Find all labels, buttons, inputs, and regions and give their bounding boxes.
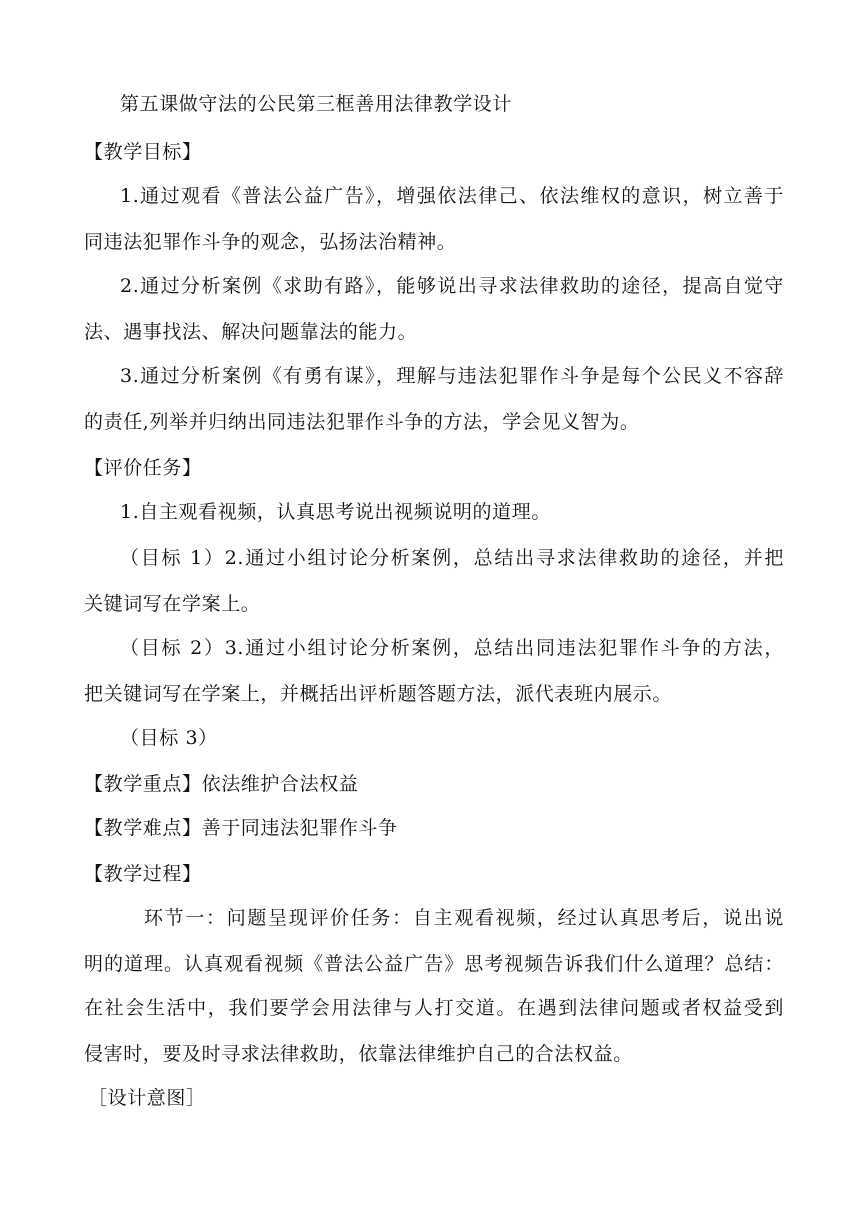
objective-2-line-2: 法、遇事找法、解决问题靠法的能力。: [84, 321, 418, 343]
task-2-line-1: （目标 1）2.通过小组讨论分析案例，总结出寻求法律救助的途径，并把: [120, 547, 784, 569]
process-line-4: 侵害时，要及时寻求法律救助，依靠法律维护自己的合法权益。: [84, 1043, 633, 1065]
tasks-heading: 【评价任务】: [84, 457, 202, 479]
task-3-line-2: 把关键词写在学案上，并概括出评析题答题方法，派代表班内展示。: [84, 683, 673, 705]
design-intent: ［设计意图］: [88, 1087, 206, 1109]
difficult-point: 【教学难点】善于同违法犯罪作斗争: [84, 817, 398, 839]
objective-3-line-1: 3.通过分析案例《有勇有谋》，理解与违法犯罪作斗争是每个公民义不容辞: [120, 365, 784, 387]
objective-1-line-2: 同违法犯罪作斗争的观念，弘扬法治精神。: [84, 231, 457, 253]
task-1: 1.自主观看视频，认真思考说出视频说明的道理。: [120, 501, 551, 523]
task-2-line-2: 关键词写在学案上。: [84, 593, 261, 615]
process-line-2: 明的道理。认真观看视频《普法公益广告》思考视频告诉我们什么道理？总结：: [84, 953, 784, 975]
task-3-line-1: （目标 2）3.通过小组讨论分析案例，总结出同违法犯罪作斗争的方法，: [120, 637, 784, 659]
process-line-1: 环节一：问题呈现评价任务：自主观看视频，经过认真思考后，说出说: [144, 907, 784, 929]
key-point: 【教学重点】依法维护合法权益: [84, 773, 359, 795]
task-3-target: （目标 3）: [120, 727, 218, 749]
objective-2-line-1: 2.通过分析案例《求助有路》，能够说出寻求法律救助的途径，提高自觉守: [120, 275, 784, 297]
process-heading: 【教学过程】: [84, 863, 202, 885]
objective-1-line-1: 1.通过观看《普法公益广告》，增强依法律己、依法维权的意识，树立善于: [120, 185, 784, 207]
objective-3-line-2: 的责任,列举并归纳出同违法犯罪作斗争的方法，学会见义智为。: [84, 411, 640, 433]
process-line-3: 在社会生活中，我们要学会用法律与人打交道。在遇到法律问题或者权益受到: [84, 997, 784, 1019]
document-title: 第五课做守法的公民第三框善用法律教学设计: [120, 93, 513, 115]
objectives-heading: 【教学目标】: [84, 141, 202, 163]
